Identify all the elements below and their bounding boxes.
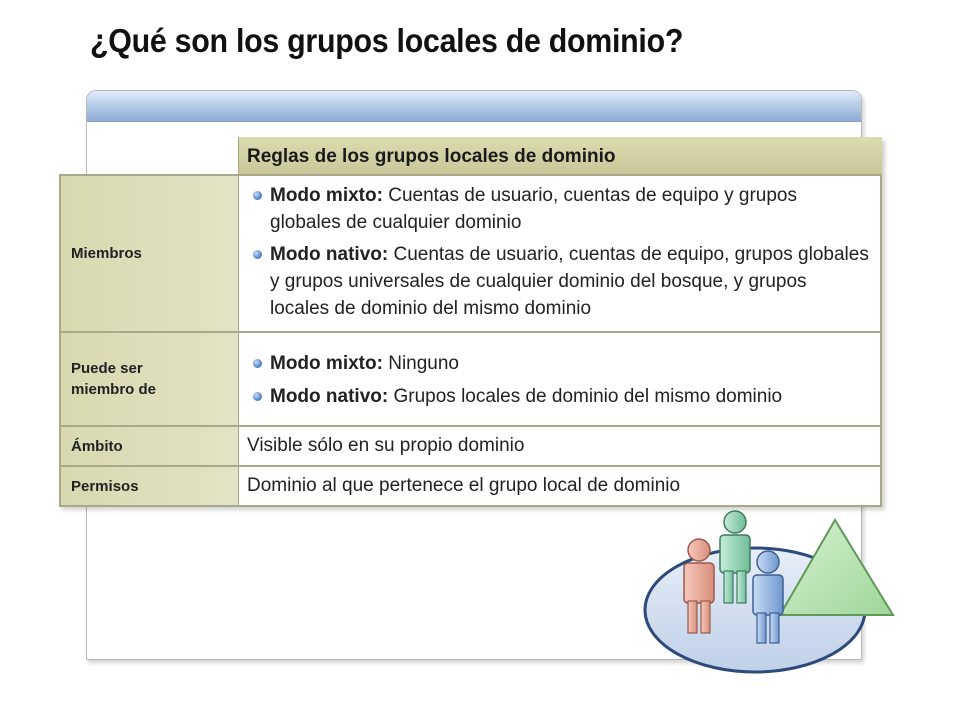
row-content-member-of [239, 331, 882, 427]
bullet-bold-label: Modo nativo: [270, 244, 389, 265]
scope-text: Visible sólo en su propio dominio [247, 435, 525, 456]
row-content-members [239, 174, 882, 333]
bullet-bold-label: Modo nativo: [270, 386, 389, 407]
list-item [253, 383, 870, 410]
row-content-permissions [239, 465, 882, 507]
rules-table [59, 137, 882, 507]
bullet-text: Grupos locales de dominio del mismo dominio [388, 386, 783, 407]
slide-title: ¿Qué son los grupos locales de dominio? [90, 22, 684, 59]
bullet-bold-label: Modo mixto: [270, 353, 383, 374]
table-row-member-of [59, 331, 882, 427]
bullet-icon [253, 359, 262, 368]
row-label-scope: Ámbito [59, 425, 239, 467]
table-row-permissions [59, 465, 882, 507]
table-row-scope [59, 425, 882, 467]
bullet-icon [253, 392, 262, 401]
table-header: Reglas de los grupos locales de dominio [238, 137, 882, 174]
row-label-members: Miembros [59, 174, 239, 333]
row-label-member-of: Puede ser miembro de [59, 331, 239, 427]
domain-local-group-people-icon [640, 505, 910, 685]
bullet-text: Cuentas de usuario, cuentas de equipo y grupos globales de cualquier dominio [270, 185, 797, 233]
list-item [253, 350, 870, 377]
bullet-text: Ninguno [382, 353, 459, 374]
bullet-icon [253, 250, 262, 259]
bullet-text: Cuentas de usuario, cuentas de equipo, grupos globales y grupos universales de cualquier dominio del bosque, y grupos locales de dominio del mismo dominio [270, 244, 869, 319]
list-item [253, 241, 870, 322]
bullet-bold-label: Modo mixto: [270, 185, 383, 206]
list-item [253, 182, 870, 236]
row-label-permissions: Permisos [59, 465, 239, 507]
panel-title-bar [87, 91, 861, 122]
bullet-icon [253, 191, 262, 200]
row-content-scope [239, 425, 882, 467]
table-row-members [59, 174, 882, 333]
permissions-text: Dominio al que pertenece el grupo local de dominio [247, 475, 681, 496]
